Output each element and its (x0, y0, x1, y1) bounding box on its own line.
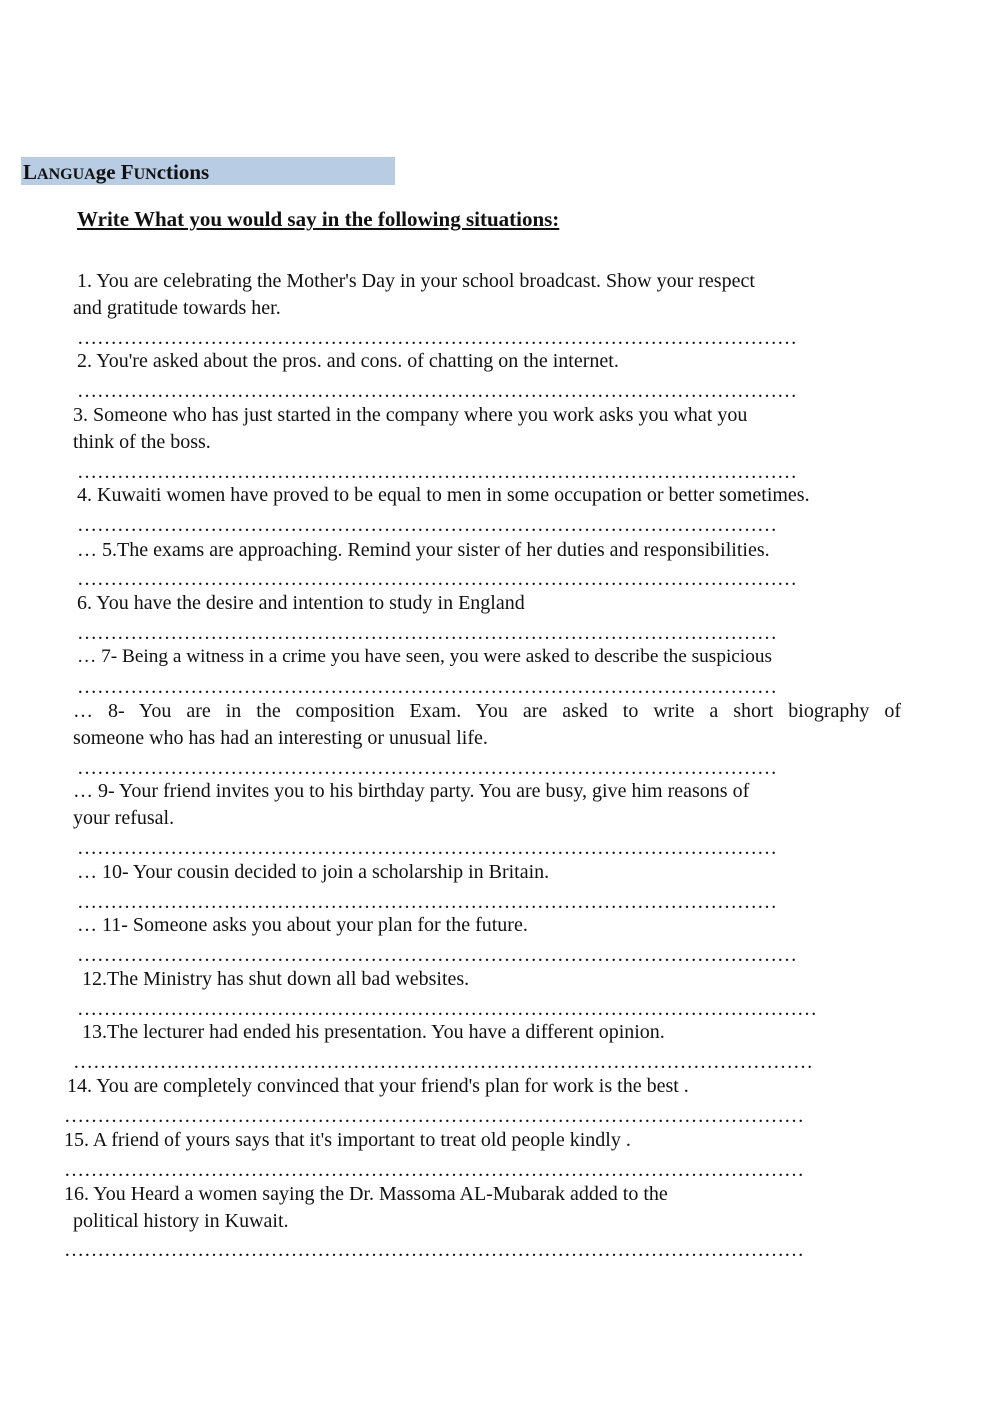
question-8-line-1: … 8- You are in the composition Exam. You are asked to write a short biography of (73, 700, 901, 722)
question-10-answer-line[interactable]: …………………………………………………………………………………………… (77, 892, 777, 912)
instructions-heading: Write What you would say in the following situations: (77, 207, 560, 231)
question-3-line-2: think of the boss. (73, 431, 211, 453)
question-4-line-1: 4. Kuwaiti women have proved to be equal to men in some occupation or better sometimes. (77, 484, 810, 506)
question-13-answer-line[interactable]: ………………………………………………………………………………………………… (73, 1052, 813, 1072)
question-11-answer-line[interactable]: ……………………………………………………………………………………………… (77, 945, 797, 965)
question-9-line-2: your refusal. (73, 807, 175, 829)
question-16-line-1: 16. You Heard a women saying the Dr. Massoma AL-Mubarak added to the (64, 1183, 668, 1205)
question-7-line-1: … 7- Being a witness in a crime you have seen, you were asked to describe the suspicious (77, 646, 773, 667)
question-1-answer-line[interactable]: ……………………………………………………………………………………………… (77, 328, 797, 348)
question-4-answer-line[interactable]: …………………………………………………………………………………………… (77, 515, 777, 535)
question-2-answer-line[interactable]: ……………………………………………………………………………………………… (77, 381, 797, 401)
section-title: LANGUAge FUNctions (23, 160, 210, 184)
question-9-answer-line[interactable]: …………………………………………………………………………………………… (77, 838, 777, 858)
question-5-answer-line[interactable]: ……………………………………………………………………………………………… (77, 569, 797, 589)
question-10-line-1: … 10- Your cousin decided to join a scholarship in Britain. (77, 861, 550, 883)
question-14-answer-line[interactable]: ………………………………………………………………………………………………… (64, 1106, 804, 1126)
question-14-line-1: 14. You are completely convinced that your friend's plan for work is the best . (67, 1075, 689, 1097)
question-12-line-1: 12.The Ministry has shut down all bad websites. (82, 968, 470, 990)
question-15-answer-line[interactable]: ………………………………………………………………………………………………… (64, 1160, 804, 1180)
question-3-line-1: 3. Someone who has just started in the company where you work asks you what you (73, 404, 748, 426)
question-16-answer-line[interactable]: ………………………………………………………………………………………………… (64, 1240, 804, 1260)
question-1-line-2: and gratitude towards her. (73, 297, 281, 319)
question-8-line-2: someone who has had an interesting or unusual life. (73, 727, 488, 749)
question-6-line-1: 6. You have the desire and intention to study in England (77, 592, 525, 614)
question-11-line-1: … 11- Someone asks you about your plan for the future. (77, 914, 528, 936)
question-16-line-2: political history in Kuwait. (73, 1210, 289, 1232)
question-7-answer-line[interactable]: …………………………………………………………………………………………… (77, 677, 777, 697)
question-2-line-1: 2. You're asked about the pros. and cons. of chatting on the internet. (77, 350, 619, 372)
question-8-answer-line[interactable]: …………………………………………………………………………………………… (77, 758, 777, 778)
question-9-line-1: … 9- Your friend invites you to his birthday party. You are busy, give him reasons of (73, 780, 750, 802)
question-13-line-1: 13.The lecturer had ended his presentation. You have a different opinion. (82, 1021, 665, 1043)
question-12-answer-line[interactable]: ………………………………………………………………………………………………… (77, 999, 817, 1019)
question-3-answer-line[interactable]: ……………………………………………………………………………………………… (77, 462, 797, 482)
question-6-answer-line[interactable]: …………………………………………………………………………………………… (77, 623, 777, 643)
question-5-line-1: … 5.The exams are approaching. Remind your sister of her duties and responsibilities. (77, 539, 770, 561)
question-1-line-1: 1. You are celebrating the Mother's Day in your school broadcast. Show your respect (77, 270, 755, 292)
question-15-line-1: 15. A friend of yours says that it's important to treat old people kindly . (64, 1129, 631, 1151)
